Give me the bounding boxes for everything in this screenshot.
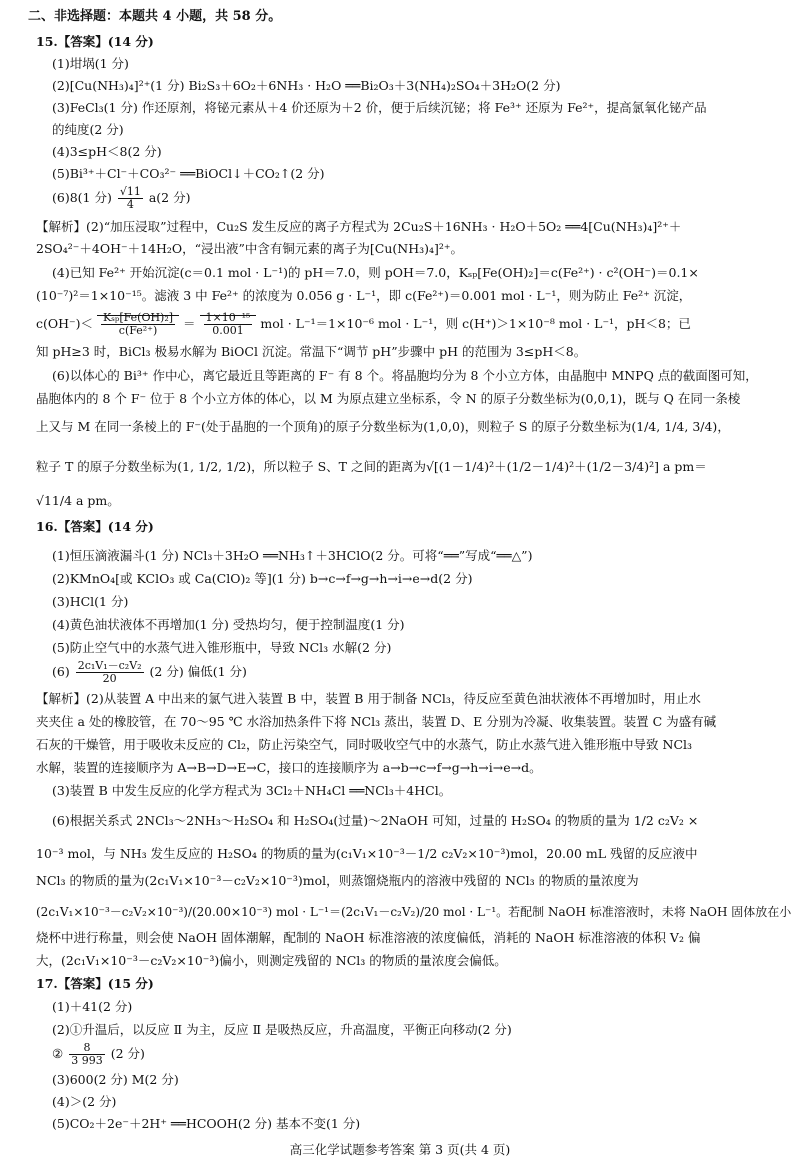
- q15-analysis-10: 粒子 T 的原子分数坐标为(1, 1/2, 1/2)，所以粒子 S、T 之间的距离为√[(1－1/4)²＋(1/2－1/4)²＋(1/2－3/4)²] a pm＝: [36, 459, 707, 474]
- q16-analysis-1: 【解析】(2)从装置 A 中出来的氯气进入装置 B 中，装置 B 用于制备 NCl₃，待反应至黄色油状液体不再增加时，用止水: [36, 691, 701, 706]
- q17-line-6: (5)CO₂＋2e⁻＋2H⁺ ══HCOOH(2 分) 基本不变(1 分): [52, 1116, 361, 1131]
- q17-heading: 17.【答案】(15 分): [36, 976, 154, 991]
- q15-line-6: [52, 186, 190, 211]
- q16-l6-post: (2 分) 偏低(1 分): [149, 664, 247, 679]
- q16-analysis-11: 大，(2c₁V₁×10⁻³－c₂V₂×10⁻³)偏小，则测定残留的 NCl₃ 的物质的量浓度会偏低。: [36, 953, 507, 968]
- q16-analysis-6: (6)根据关系式 2NCl₃～2NH₃～H₂SO₄ 和 H₂SO₄(过量)～2NaOH 可知，过量的 H₂SO₄ 的物质的量为 1/2 c₂V₂ ×: [52, 813, 699, 828]
- q16-analysis-5: (3)装置 B 中发生反应的化学方程式为 3Cl₂＋NH₄Cl ══NCl₃＋4HCl。: [52, 783, 452, 798]
- q16-line-6: [52, 660, 247, 685]
- q17-l3-pre: ②: [52, 1046, 64, 1061]
- q17-line-1: (1)＋41(2 分): [52, 999, 133, 1014]
- q15-analysis-8: 晶胞体内的 8 个 F⁻ 位于 8 个小立方体的体心，以 M 为原点建立坐标系，令 N 的原子分数坐标为(0,0,1)，既与 Q 在同一条棱: [36, 391, 741, 406]
- q15-analysis-7: (6)以体心的 Bi³⁺ 作中心，离它最近且等距离的 F⁻ 有 8 个。将晶胞均分为 8 个小立方体，由晶胞中 MNPQ 点的截面图可知，: [52, 368, 758, 383]
- q15-a5-eq: ＝: [183, 316, 196, 331]
- q15-line-1: (1)坩埚(1 分): [52, 56, 129, 71]
- q15-analysis-6: 知 pH≥3 时，BiCl₃ 极易水解为 BiOCl 沉淀。常温下“调节 pH”步骤中 pH 的范围为 3≤pH＜8。: [36, 344, 587, 359]
- q16-line-4: (4)黄色油状液体不再增加(1 分) 受热均匀，便于控制温度(1 分): [52, 617, 405, 632]
- q16-analysis-2: 夹夹住 a 处的橡胶管，在 70～95 ℃ 水浴加热条件下将 NCl₃ 蒸出，装置 D、E 分别为冷凝、收集装置。装置 C 为盛有碱: [36, 714, 717, 729]
- q15-a5-a: c(OH⁻)＜: [36, 316, 94, 331]
- q15-a5-frac1: [101, 312, 175, 337]
- q17-line-5: (4)＞(2 分): [52, 1094, 117, 1109]
- q15-a5-f1n: Kₛₚ[Fe(OH)₂]: [103, 311, 174, 324]
- q16-analysis-7: 10⁻³ mol，与 NH₃ 发生反应的 H₂SO₄ 的物质的量为(c₁V₁×10⁻³－1/2 c₂V₂×10⁻³)mol，20.00 mL 残留的反应液中: [36, 846, 698, 861]
- q15-analysis-11: √11/4 a pm。: [36, 493, 120, 508]
- q17-l3-den: 3 993: [71, 1054, 103, 1067]
- q15-a5-f2d: 0.001: [212, 324, 244, 337]
- q15-a5-f2n: 1×10⁻¹⁵: [205, 311, 251, 324]
- q17-line-4: (3)600(2 分) M(2 分): [52, 1072, 179, 1087]
- section-heading: 二、非选择题：本题共 4 小题，共 58 分。: [28, 9, 282, 24]
- q15-l6-post: a(2 分): [148, 190, 191, 205]
- q15-a5-f1d: c(Fe²⁺): [118, 324, 158, 337]
- q15-line-2: (2)[Cu(NH₃)₄]²⁺(1 分) Bi₂S₃＋6O₂＋6NH₃ · H₂O ══Bi₂O₃＋3(NH₄)₂SO₄＋3H₂O(2 分): [52, 78, 561, 93]
- q16-l6-fraction: [76, 660, 144, 685]
- q15-line-4: (4)3≤pH＜8(2 分): [52, 144, 162, 159]
- q16-analysis-3: 石灰的干燥管，用于吸收未反应的 Cl₂，防止污染空气，同时吸收空气中的水蒸气，防止水蒸气进入锥形瓶中导致 NCl₃: [36, 737, 693, 752]
- q15-line-3b: 的纯度(2 分): [52, 122, 124, 137]
- q15-a5-frac2: [204, 312, 253, 337]
- page-footer: 高三化学试题参考答案 第 3 页(共 4 页): [289, 1142, 511, 1157]
- q15-analysis-3: (4)已知 Fe²⁺ 开始沉淀(c＝0.1 mol · L⁻¹)的 pH＝7.0，则 pOH＝7.0，Kₛₚ[Fe(OH)₂]＝c(Fe²⁺) · c²(OH⁻)＝0.1×: [52, 265, 699, 280]
- q16-heading: 16.【答案】(14 分): [36, 519, 154, 534]
- q17-l3-post: (2 分): [110, 1046, 145, 1061]
- q15-line-5: (5)Bi³⁺＋Cl⁻＋CO₃²⁻ ══BiOCl↓＋CO₂↑(2 分): [52, 166, 325, 181]
- q16-analysis-8: NCl₃ 的物质的量为(2c₁V₁×10⁻³－c₂V₂×10⁻³)mol，则蒸馏烧瓶内的溶液中残留的 NCl₃ 的物质的量浓度为: [36, 873, 639, 888]
- q16-line-5: (5)防止空气中的水蒸气进入锥形瓶中，导致 NCl₃ 水解(2 分): [52, 640, 392, 655]
- q15-analysis-5: [36, 312, 691, 337]
- q17-line-3: [52, 1042, 145, 1067]
- q17-l3-fraction: [69, 1042, 105, 1067]
- q15-l6-pre: (6)8(1 分): [52, 190, 112, 205]
- q17-l3-num: 8: [69, 1042, 105, 1055]
- q16-analysis-9: (2c₁V₁×10⁻³－c₂V₂×10⁻³)/(20.00×10⁻³) mol · L⁻¹＝(2c₁V₁－c₂V₂)/20 mol · L⁻¹。若配制 NaOH 标准溶液时，未将 NaOH 固体放在小: [36, 905, 792, 919]
- q15-analysis-1: 【解析】(2)“加压浸取”过程中，Cu₂S 发生反应的离子方程式为 2Cu₂S＋16NH₃ · H₂O＋5O₂ ══4[Cu(NH₃)₄]²⁺＋: [36, 219, 682, 234]
- q15-heading: 15.【答案】(14 分): [36, 34, 154, 49]
- q16-analysis-10: 烧杯中进行称量，则会使 NaOH 固体潮解，配制的 NaOH 标准溶液的浓度偏低，消耗的 NaOH 标准溶液的体积 V₂ 偏: [36, 930, 701, 945]
- q16-line-1: (1)恒压滴液漏斗(1 分) NCl₃＋3H₂O ══NH₃↑＋3HClO(2 分。可将“══”写成“══△”): [52, 548, 533, 563]
- q15-line-3: (3)FeCl₃(1 分) 作还原剂，将铋元素从＋4 价还原为＋2 价，便于后续沉铋；将 Fe³⁺ 还原为 Fe²⁺，提高氯氧化铋产品: [52, 100, 707, 115]
- q15-analysis-4: (10⁻⁷)²＝1×10⁻¹⁵。滤液 3 中 Fe²⁺ 的浓度为 0.056 g · L⁻¹，即 c(Fe²⁺)＝0.001 mol · L⁻¹，则为防止 Fe²⁺ 沉淀，: [36, 288, 692, 303]
- q15-l6-fraction: [118, 186, 143, 211]
- q15-analysis-2: 2SO₄²⁻＋4OH⁻＋14H₂O，“浸出液”中含有铜元素的离子为[Cu(NH₃)₄]²⁺。: [36, 241, 464, 256]
- q17-line-2: (2)①升温后，以反应 Ⅱ 为主，反应 Ⅱ 是吸热反应，升高温度，平衡正向移动(2 分): [52, 1022, 512, 1037]
- q15-l6-den: 4: [126, 198, 134, 211]
- q16-analysis-4: 水解，装置的连接顺序为 A→B→D→E→C，接口的连接顺序为 a→b→c→f→g→h→i→e→d。: [36, 760, 542, 775]
- q16-l6-num: 2c₁V₁－c₂V₂: [77, 659, 142, 672]
- q16-line-3: (3)HCl(1 分): [52, 594, 129, 609]
- q16-l6-den: 20: [102, 672, 117, 685]
- q15-l6-num: √11: [119, 185, 141, 198]
- q15-analysis-9: 上又与 M 在同一条棱上的 F⁻(处于晶胞的一个顶角)的原子分数坐标为(1,0,0)，则粒子 S 的原子分数坐标为(1/4, 1/4, 3/4)，: [36, 419, 730, 434]
- q16-line-2: (2)KMnO₄[或 KClO₃ 或 Ca(ClO)₂ 等](1 分) b→c→f→g→h→i→e→d(2 分): [52, 571, 473, 586]
- q16-l6-pre: (6): [52, 664, 70, 679]
- q15-a5-b: mol · L⁻¹＝1×10⁻⁶ mol · L⁻¹，则 c(H⁺)＞1×10⁻⁸ mol · L⁻¹，pH＜8；已: [260, 316, 691, 331]
